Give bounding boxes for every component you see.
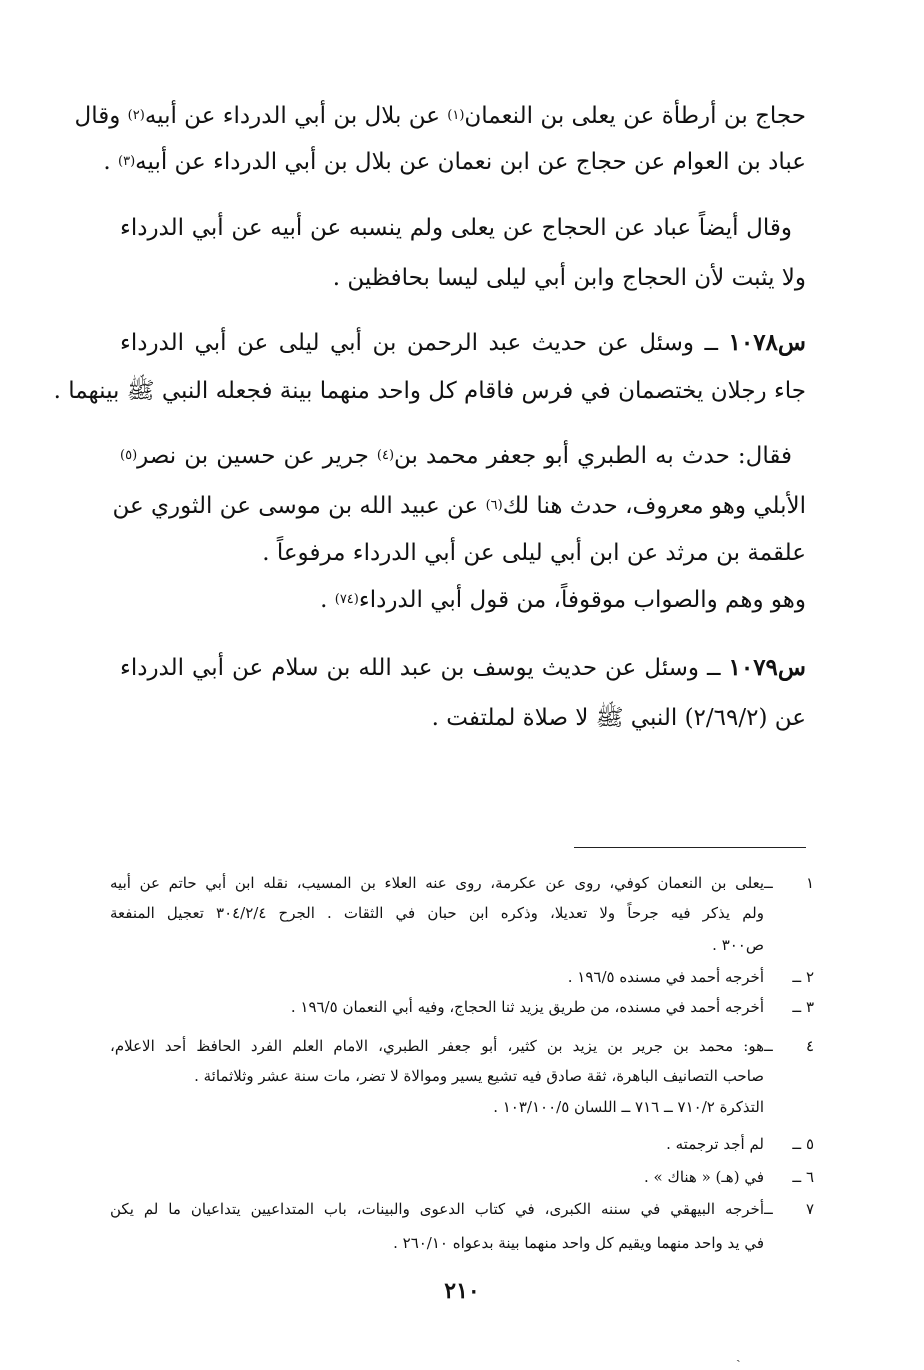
question-text: ــ وسئل عن حديث يوسف بن عبد الله بن سلام عن أبي الدرداء [120, 655, 729, 681]
footnote-ref: (٣) [118, 154, 136, 169]
page-number: ٢١٠ [444, 1278, 480, 1304]
margin-mark: ˎ [736, 1347, 741, 1363]
footnote-4-cont-1: صاحب التصانيف الباهرة، ثقة صادق فيه تشيع يسير وموالاة لا تضر، مات سنة عشر وثلاثمائة . [194, 1067, 764, 1085]
footnote-number: ٦ ــ [792, 1168, 814, 1186]
body-line-2: عباد بن العوام عن حجاج عن ابن نعمان عن بلال بن أبي الدرداء عن أبيه$^{(٣)}$ . [103, 149, 806, 175]
footnote-1 [110, 872, 814, 894]
footnote-3 [110, 996, 814, 1018]
footnote-text: هو: محمد بن جرير بن يزيد بن كثير، أبو جعفر الطبري، الامام العلم الفرد الحافظ أحد الاعلام، [110, 1037, 764, 1055]
body-line-6: جاء رجلان يختصمان في فرس فاقام كل واحد منهما بينة فجعله النبي ﷺ بينهما . [53, 378, 806, 404]
question-number: س١٠٧٨ [728, 329, 806, 356]
footnote-number: ٢ ــ [792, 968, 814, 986]
footnote-ref: (٥) [120, 448, 138, 463]
body-line-12: عن (٢/٦٩/٢) النبي ﷺ لا صلاة لملتفت . [431, 705, 806, 731]
footnote-4-cont-2: التذكرة ٧١٠/٢ ــ ٧١٦ ــ اللسان ١٠٣/١٠٠/٥ . [493, 1098, 764, 1116]
body-line-7: فقال: حدث به الطبري أبو جعفر محمد بن$^{(٤)}$ جرير عن حسين بن نصر$^{(٥)}$ [120, 443, 792, 469]
footnote-7-cont-1: في يد واحد منهما ويقيم كل واحد منهما بينة بدعواه ٢٦٠/١٠ . [393, 1234, 764, 1252]
footnote-text: أخرجه أحمد في مسنده، من طريق يزيد ثنا الحجاج، وفيه أبي النعمان ١٩٦/٥ . [290, 998, 764, 1016]
question-1078 [120, 327, 806, 359]
footnote-ref: (٦) [485, 498, 503, 513]
question-number: س١٠٧٩ [728, 654, 806, 681]
footnote-text: في (هـ) « هناك » . [643, 1168, 764, 1186]
body-line-4: ولا يثبت لأن الحجاج وابن أبي ليلى ليسا بحافظين . [332, 265, 806, 291]
footnote-6 [110, 1166, 814, 1188]
footnote-ref: (٧٤) [334, 592, 359, 607]
footnote-number: ٧ ــ [764, 1200, 814, 1218]
footnote-number: ٣ ــ [792, 998, 814, 1016]
footnote-number: ٥ ــ [792, 1135, 814, 1153]
body-line-8: الأبلي وهو معروف، حدث هنا لك$^{(٦)}$ عن عبيد الله بن موسى عن الثوري عن [112, 493, 806, 519]
footnote-4 [110, 1035, 814, 1057]
footnote-number: ١ ــ [764, 874, 814, 892]
footnote-text: يعلى بن النعمان كوفي، روى عن عكرمة، روى عنه العلاء بن المسيب، نقله ابن أبي حاتم عن أبيه [110, 874, 764, 892]
footnote-1-cont-1: ولم يذكر فيه جرحاً ولا تعديلا، وذكره ابن حبان في الثقات . الجرح ٣٠٤/٢/٤ تعجيل المنفعة [110, 904, 764, 922]
footnote-ref: (٢) [127, 108, 145, 123]
footnote-1-cont-2: ص٣٠٠ . [712, 936, 764, 954]
footnote-7 [110, 1198, 814, 1220]
footnote-5 [110, 1133, 814, 1155]
body-line-3: وقال أيضاً عباد عن الحجاج عن يعلى ولم ينسبه عن أبيه عن أبي الدرداء [120, 215, 792, 241]
footnote-2 [110, 966, 814, 988]
footnote-ref: (١) [447, 108, 465, 123]
footnote-number: ٤ ــ [764, 1037, 814, 1055]
question-1079 [120, 652, 806, 684]
body-line-1: حجاج بن أرطأة عن يعلى بن النعمان$^{(١)}$ عن بلال بن أبي الدرداء عن أبيه$^{(٢)}$ وقال [74, 103, 806, 129]
footnote-ref: (٤) [376, 448, 395, 463]
body-line-10: وهو وهم والصواب موقوفاً، من قول أبي الدرداء$^{(٧٤)}$ . [320, 587, 806, 613]
question-text: ــ وسئل عن حديث عبد الرحمن بن أبي ليلى عن أبي الدرداء [120, 330, 729, 356]
footnote-text: أخرجه أحمد في مسنده ١٩٦/٥ . [567, 968, 764, 986]
footnote-text: لم أجد ترجمته . [666, 1135, 764, 1153]
body-line-9: علقمة بن مرثد عن ابن أبي ليلى عن أبي الدرداء مرفوعاً . [262, 540, 806, 566]
footnote-separator [574, 847, 806, 848]
footnote-text: أخرجه البيهقي في سننه الكبرى، في كتاب الدعوى والبينات، باب المتداعيين يتداعيان ما لم يكن [110, 1200, 764, 1218]
